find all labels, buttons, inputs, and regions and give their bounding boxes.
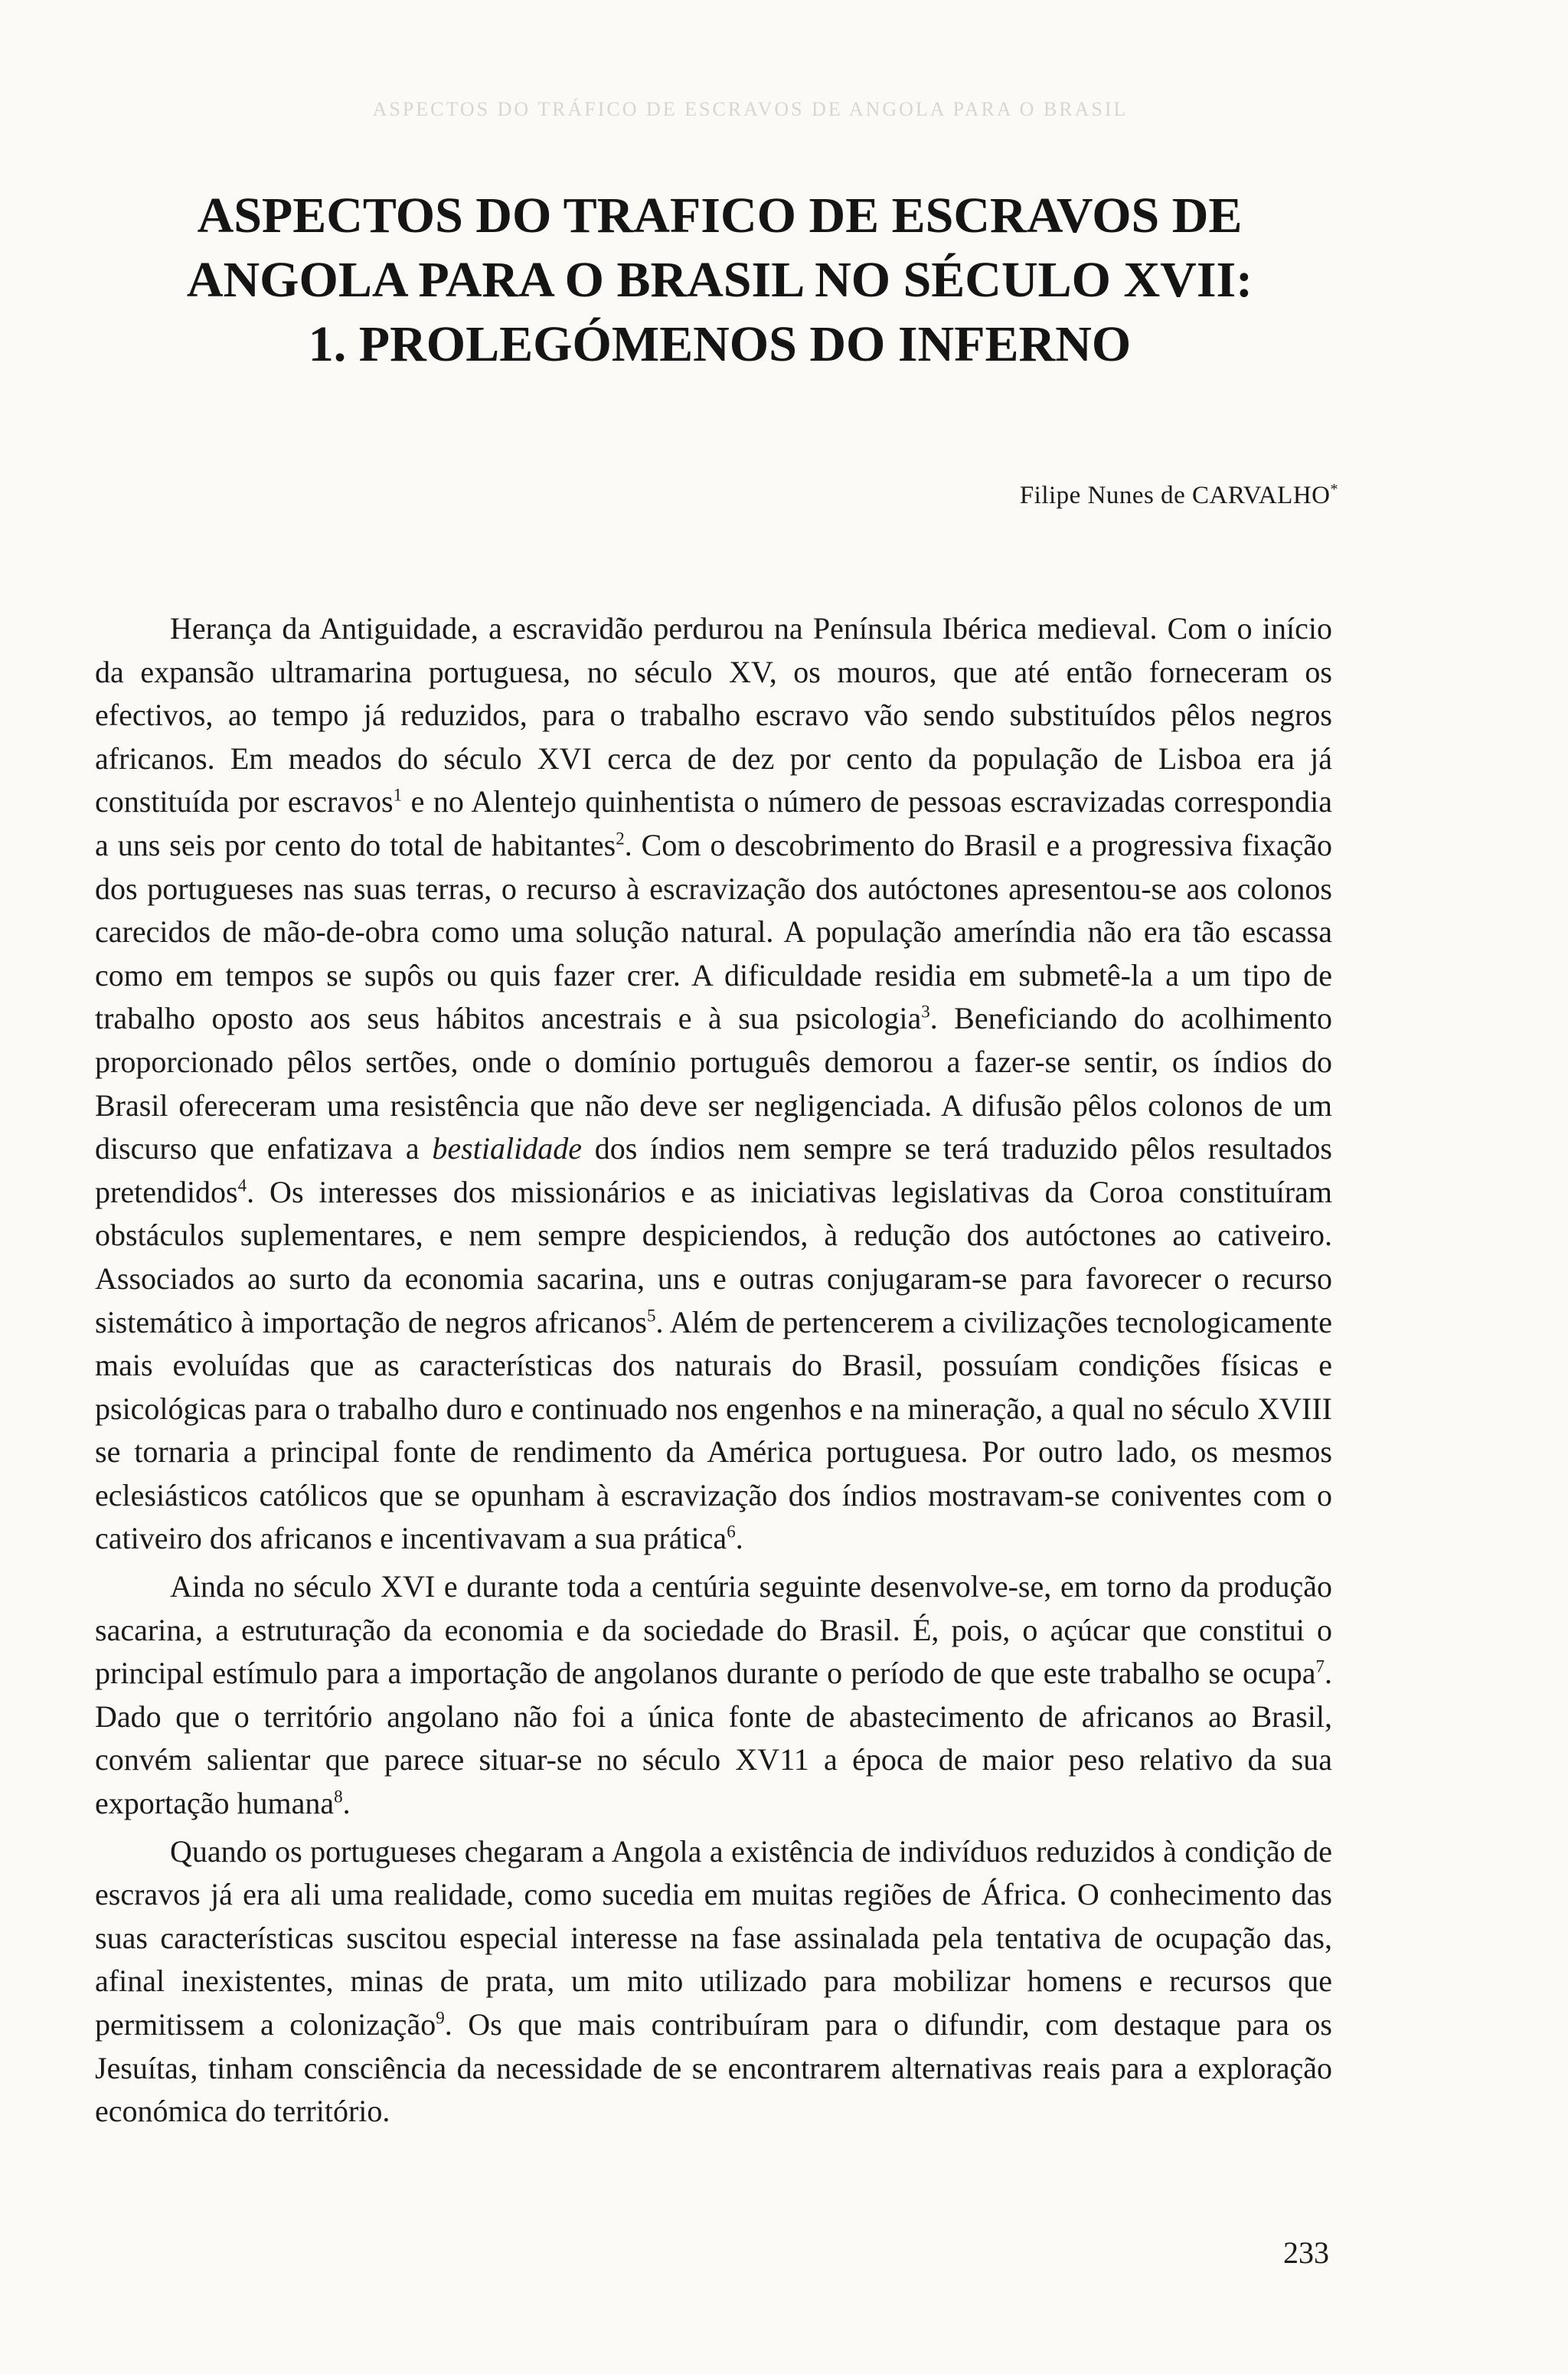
- footnote-ref-8: 8: [334, 1787, 343, 1807]
- title-line-2: ANGOLA PARA O BRASIL NO SÉCULO XVII:: [186, 252, 1253, 308]
- paragraph-text: . Beneficiando do acolhimento proporcionado pêlos sertões, onde o domínio português demorou a fazer-se sentir, os índios do Brasil ofereceram uma resistência que não deve ser negligenciada. A difusão pêlos colonos de um discurso que enfatizava a: [95, 1001, 1332, 1166]
- paragraph-text: .: [735, 1521, 743, 1556]
- footnote-ref-7: 7: [1315, 1656, 1325, 1676]
- title-line-1: ASPECTOS DO TRAFICO DE ESCRAVOS DE: [197, 188, 1243, 244]
- footnote-ref-3: 3: [921, 1002, 930, 1022]
- paragraph-1: [95, 607, 1332, 1561]
- footnote-ref-5: 5: [646, 1306, 656, 1326]
- paragraph-3: [95, 1830, 1332, 2134]
- paragraph-text: . Os interesses dos missionários e as iniciativas legislativas da Coroa constituíram obstáculos suplementares, e nem sempre despiciendos, à redução dos autóctones ao cativeiro. Associados ao surto da economia sacarina, uns e outras conjugaram-se para favorecer o recurso sistemático à importação de negros africanos: [95, 1174, 1332, 1339]
- paragraph-text: dos índios nem sempre se terá traduzido pêlos resultados pretendidos: [95, 1131, 1332, 1209]
- paragraph-2: [95, 1565, 1332, 1826]
- paragraph-text: Herança da Antiguidade, a escravidão perdurou na Península Ibérica medieval. Com o início da expansão ultramarina portuguesa, no século XV, os mouros, que até então forneceram os efectivos, ao tempo já reduzidos, para o trabalho escravo vão sendo substituídos pêlos negros africanos. Em meados do século XVI cerca de dez por cento da população de Lisboa era já constituída por escravos: [95, 611, 1332, 819]
- paragraph-text: . Com o descobrimento do Brasil e a progressiva fixação dos portugueses nas suas terras, o recurso à escravização dos autóctones apresentou-se aos colonos carecidos de mão-de-obra como uma solução natural. A população ameríndia não era tão escassa como em tempos se supôs ou quis fazer crer. A dificuldade residia em submetê-la a um tipo de trabalho oposto aos seus hábitos ancestrais e à sua psicologia: [95, 827, 1332, 1036]
- author-byline: [1020, 481, 1338, 510]
- footnote-ref-6: 6: [727, 1522, 736, 1542]
- author-footnote-mark: *: [1330, 481, 1338, 498]
- running-header-ghost: ASPECTOS DO TRÁFICO DE ESCRAVOS DE ANGOLA PARA O BRASIL: [372, 98, 1129, 120]
- paragraph-text: Quando os portugueses chegaram a Angola a existência de indivíduos reduzidos à condição de escravos já era ali uma realidade, como sucedia em muitas regiões de África. O conhecimento das suas características suscitou especial interesse na fase assinalada pela tentativa de ocupação das, afinal inexistentes, minas de prata, um mito utilizado para mobilizar homens e recursos que permitissem a colonização: [95, 1833, 1332, 2042]
- author-name: Filipe Nunes de CARVALHO: [1019, 482, 1331, 509]
- paragraph-text: . Além de pertencerem a civilizações tecnologicamente mais evoluídas que as características dos naturais do Brasil, possuíam condições físicas e psicológicas para o trabalho duro e continuado nos engenhos e na mineração, a qual no século XVIII se tornaria a principal fonte de rendimento da América portuguesa. Por outro lado, os mesmos eclesiásticos católicos que se opunham à escravização dos índios mostravam-se coniventes com o cativeiro dos africanos e incentivavam a sua prática: [95, 1304, 1332, 1556]
- paragraph-text: . Os que mais contribuíram para o difundir, com destaque para os Jesuítas, tinham consciência da necessidade de se encontrarem alternativas reais para a exploração económica do território.: [95, 2007, 1333, 2129]
- paragraph-text: .: [342, 1786, 351, 1821]
- paragraph-text: Ainda no século XVI e durante toda a centúria seguinte desenvolve-se, em torno da produção sacarina, a estruturação da economia e da sociedade do Brasil. É, pois, o açúcar que constitui o principal estímulo para a importação de angolanos durante o período de que este trabalho se ocupa: [95, 1569, 1332, 1691]
- paragraph-text: e no Alentejo quinhentista o número de pessoas escravizadas correspondia a uns seis por cento do total de habitantes: [95, 784, 1333, 862]
- paragraph-text: . Dado que o território angolano não foi a única fonte de abastecimento de africanos ao Brasil, convém salientar que parece situar-se no século XV11 a época de maior peso relativo da sua exportação humana: [95, 1656, 1332, 1821]
- emphasis-text: bestialidade: [432, 1131, 582, 1166]
- article-body: [95, 607, 1332, 2134]
- article-title: [92, 184, 1348, 377]
- footnote-ref-4: 4: [237, 1176, 247, 1195]
- footnote-ref-1: 1: [393, 786, 403, 806]
- footnote-ref-2: 2: [616, 829, 625, 849]
- page-number: 233: [1283, 2235, 1329, 2270]
- title-line-3: 1. PROLEGÓMENOS DO INFERNO: [308, 316, 1132, 372]
- footnote-ref-9: 9: [436, 2008, 445, 2028]
